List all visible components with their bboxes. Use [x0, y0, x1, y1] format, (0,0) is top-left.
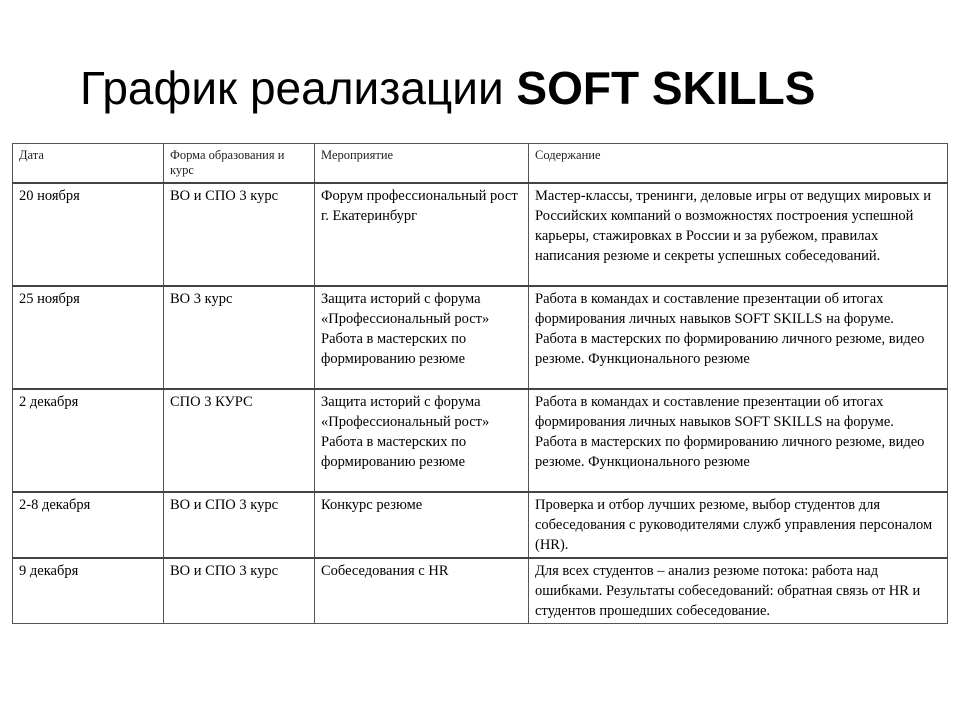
- cell-event: [315, 389, 529, 492]
- cell-form: ВО и СПО 3 курс: [164, 492, 315, 558]
- cell-event: [315, 558, 529, 624]
- cell-form: ВО и СПО 3 курс: [164, 183, 315, 286]
- event-line: Защита историй с форума «Профессиональный рост»: [321, 291, 490, 327]
- cell-date: 20 ноября: [13, 183, 164, 286]
- cell-form: ВО 3 курс: [164, 286, 315, 389]
- cell-form: СПО 3 КУРС: [164, 389, 315, 492]
- content-line: Проверка и отбор лучших резюме, выбор студентов для собеседования с руководителями служб управления персоналом (HR).: [535, 497, 933, 553]
- event-line: Форум профессиональный рост г. Екатеринбург: [321, 188, 518, 224]
- schedule-table: [12, 143, 948, 624]
- cell-content: [529, 286, 948, 389]
- title-bold: SOFT SKILLS: [516, 62, 816, 114]
- cell-date: 9 декабря: [13, 558, 164, 624]
- cell-content: [529, 389, 948, 492]
- cell-content: [529, 558, 948, 624]
- cell-date: 2 декабря: [13, 389, 164, 492]
- content-line: Мастер-классы, тренинги, деловые игры от ведущих мировых и Российских компаний о возможностях построения успешной карьеры, стажировках в России и за рубежом, правилах написания резюме и секреты успешных собеседований.: [535, 188, 932, 264]
- cell-event: [315, 286, 529, 389]
- header-date: Дата: [13, 144, 164, 184]
- event-line: Работа в мастерских по формированию резюме: [321, 434, 467, 470]
- page-title: [80, 62, 815, 115]
- cell-date: 2-8 декабря: [13, 492, 164, 558]
- table-row: [13, 183, 948, 286]
- table-row: [13, 389, 948, 492]
- content-line: Работа в командах и составление презентации об итогах формирования личных навыков SOFT SKILLS на форуме.: [535, 394, 894, 430]
- content-line: Работа в мастерских по формированию личного резюме, видео резюме. Функционального резюме: [535, 331, 925, 367]
- event-line: Работа в мастерских по формированию резюме: [321, 331, 467, 367]
- table-header-row: [13, 144, 948, 184]
- cell-event: [315, 183, 529, 286]
- cell-form: ВО и СПО 3 курс: [164, 558, 315, 624]
- event-line: Защита историй с форума «Профессиональный рост»: [321, 394, 490, 430]
- cell-event: [315, 492, 529, 558]
- event-line: Собеседования с HR: [321, 563, 449, 579]
- cell-content: [529, 183, 948, 286]
- table-row: [13, 286, 948, 389]
- content-line: Для всех студентов – анализ резюме потока: работа над ошибками. Результаты собеседований: обратная связь от HR и студентов прошедших собеседование.: [535, 563, 921, 619]
- table-row: [13, 558, 948, 624]
- cell-content: [529, 492, 948, 558]
- content-line: Работа в командах и составление презентации об итогах формирования личных навыков SOFT SKILLS на форуме.: [535, 291, 894, 327]
- header-content: Содержание: [529, 144, 948, 184]
- header-form: Форма образования и курс: [164, 144, 315, 184]
- header-event: Мероприятие: [315, 144, 529, 184]
- content-line: Работа в мастерских по формированию личного резюме, видео резюме. Функционального резюме: [535, 434, 925, 470]
- table-row: [13, 492, 948, 558]
- event-line: Конкурс резюме: [321, 497, 423, 513]
- title-regular: График реализации: [80, 62, 517, 114]
- cell-date: 25 ноября: [13, 286, 164, 389]
